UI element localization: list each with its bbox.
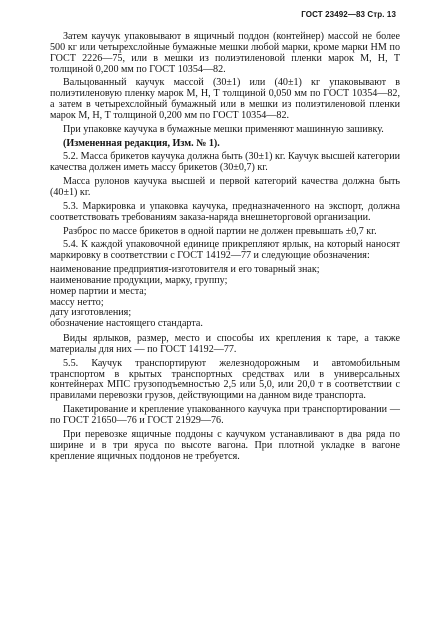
paragraph: При перевозке ящичные поддоны с каучуком устанавливают в два ряда по ширине и в три яруса по высоте вагона. При плотной укладке в вагоне крепление ящичных поддонов не требуется. [50, 428, 400, 462]
list-item: обозначение настоящего стандарта. [50, 318, 203, 330]
paragraph: Разброс по массе брикетов в одной партии не должен превышать ±0,7 кг. [63, 225, 377, 237]
list-item: дату изготовления; [50, 307, 132, 319]
paragraph: При упаковке каучука в бумажные мешки применяют машинную зашивку. [63, 123, 384, 135]
list-item: наименование продукции, марку, группу; [50, 274, 228, 286]
paragraph: Масса рулонов каучука высшей и первой категорий качества должна быть (40±1) кг. [50, 176, 400, 198]
list-item: массу нетто; [50, 296, 104, 308]
paragraph: 5.4. К каждой упаковочной единице прикрепляют ярлык, на который наносят маркировку в соответствии с ГОСТ 14192—77 и следующие обозначения: [50, 239, 400, 262]
paragraph: Пакетирование и крепление упакованного каучука при транспортировании — по ГОСТ 21650—76 и ГОСТ 21929—76. [50, 404, 400, 426]
paragraph: Затем каучук упаковывают в ящичный поддон (контейнер) массой не более 500 кг или четырехслойные бумажные мешки любой марки, кроме марки НМ по ГОСТ 2226—75, или в мешки из полиэтиленовой пленки марок М, Н, Т толщиной 0,200 мм по ГОСТ 10354—82. [50, 31, 400, 75]
paragraph: Виды ярлыков, размер, место и способы их крепления к таре, а также материалы для них — по ГОСТ 14192—77. [50, 333, 400, 355]
document-body [50, 32, 400, 462]
list-item: номер партии и места; [50, 285, 147, 297]
paragraph: 5.3. Маркировка и упаковка каучука, предназначенного на экспорт, должна соответствовать требованиям заказа-наряда внешнеторговой организации. [50, 200, 400, 223]
running-header: ГОСТ 23492—83 Стр. 13 [301, 10, 396, 19]
paragraph: (Измененная редакция, Изм. № 1). [63, 137, 220, 149]
paragraph: Вальцованный каучук массой (30±1) или (40±1) кг упаковывают в полиэтиленовую пленку марок М, Н, Т толщиной 0,050 мм по ГОСТ 10354—82, а затем в четырехслойный бумажный или в мешки из полиэтиленовой пленки марок М, Н, Т толщиной 0,200 мм по ГОСТ 10354—82. [50, 77, 400, 121]
paragraph: 5.2. Масса брикетов каучука должна быть (30±1) кг. Каучук высшей категории качества должен иметь массу брикетов (30±0,7) кг. [50, 151, 400, 174]
paragraph: 5.5. Каучук транспортируют железнодорожным и автомобильным транспортом в крытых транспортных средствах или в универсальных контейнерах МПС грузоподъемностью 2,5 или 5,0, или 20,0 т в соответствии с правилами перевозки грузов, действующими на данном виде транспорта. [50, 357, 400, 402]
list-item: наименование предприятия-изготовителя и его товарный знак; [50, 264, 320, 276]
